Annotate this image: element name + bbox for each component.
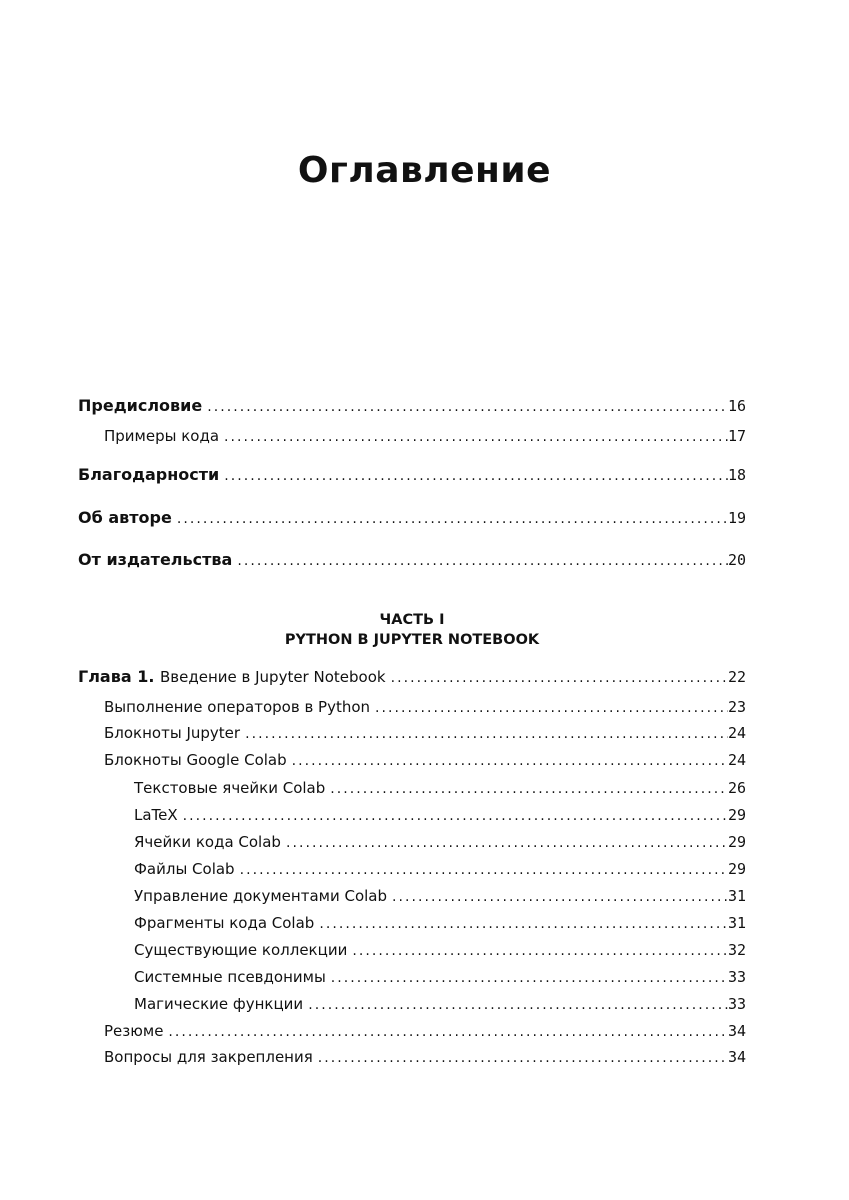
toc-entry-label: Фрагменты кода Colab <box>134 914 315 932</box>
toc-page-number: 24 <box>727 751 746 769</box>
toc-entry[interactable] <box>78 860 746 878</box>
toc-page-number: 31 <box>727 887 746 905</box>
toc-entry-label: Благодарности <box>78 465 220 484</box>
toc-entry-label: Файлы Colab <box>134 860 235 878</box>
toc-entry-publisher[interactable] <box>78 550 746 569</box>
dot-leader <box>178 808 728 824</box>
toc-entry-label: Существующие коллекции <box>134 941 348 959</box>
chapter-number: Глава 1. <box>78 667 155 686</box>
toc-page-number: 29 <box>727 806 746 824</box>
part-number: ЧАСТЬ I <box>379 612 445 628</box>
dot-leader <box>232 553 728 569</box>
toc-entry-label: Текстовые ячейки Colab <box>134 779 326 797</box>
toc-entry[interactable] <box>78 779 746 797</box>
dot-leader <box>326 970 728 986</box>
toc-page-number: 19 <box>727 509 746 527</box>
toc-entry-label: Вопросы для закрепления <box>104 1048 313 1066</box>
part-title: PYTHON В JUPYTER NOTEBOOK <box>284 632 540 648</box>
toc-entry[interactable] <box>78 1022 746 1040</box>
toc-page-number: 26 <box>727 779 746 797</box>
dot-leader <box>287 753 728 769</box>
toc-page-number: 32 <box>727 941 746 959</box>
dot-leader <box>386 670 728 686</box>
toc-entry[interactable] <box>78 724 746 742</box>
toc-entry-label: LaTeX <box>134 806 178 824</box>
page-title: Оглавление <box>297 150 552 191</box>
toc-entry-label: От издательства <box>78 550 233 569</box>
toc-page-number: 34 <box>727 1022 746 1040</box>
dot-leader <box>219 468 728 484</box>
dot-leader <box>219 429 728 445</box>
toc-entry[interactable] <box>78 995 746 1013</box>
toc-entry-label <box>78 667 386 686</box>
toc-entry[interactable] <box>78 806 746 824</box>
toc-page-number: 33 <box>727 968 746 986</box>
dot-leader <box>281 835 728 851</box>
toc-entry-label: Примеры кода <box>104 427 220 445</box>
dot-leader <box>387 889 728 905</box>
dot-leader <box>240 726 728 742</box>
toc-entry[interactable] <box>78 1048 746 1066</box>
dot-leader <box>172 511 728 527</box>
toc-entry-label: Системные псевдонимы <box>134 968 326 986</box>
toc-entry-preface[interactable] <box>78 396 746 415</box>
toc-entry[interactable] <box>78 914 746 932</box>
toc-entry-chapter-1[interactable] <box>78 667 746 686</box>
toc-page-number: 33 <box>727 995 746 1013</box>
toc-entry-about-author[interactable] <box>78 508 746 527</box>
toc-entry[interactable] <box>78 887 746 905</box>
toc-entry-label: Управление документами Colab <box>134 887 388 905</box>
toc-entry[interactable] <box>78 751 746 769</box>
toc-page-number: 29 <box>727 860 746 878</box>
toc-entry-acknowledgements[interactable] <box>78 465 746 484</box>
toc-entry-code-examples[interactable] <box>78 427 746 445</box>
toc-entry-label: Ячейки кода Colab <box>134 833 281 851</box>
toc-page-number: 23 <box>727 698 746 716</box>
dot-leader <box>202 399 728 415</box>
toc-entry-label: Блокноты Google Colab <box>104 751 287 769</box>
dot-leader <box>325 781 728 797</box>
toc-page-number: 31 <box>727 914 746 932</box>
toc-entry[interactable] <box>78 968 746 986</box>
toc-entry[interactable] <box>78 941 746 959</box>
toc-page-number: 24 <box>727 724 746 742</box>
part-heading <box>78 610 746 650</box>
toc-entry[interactable] <box>78 833 746 851</box>
dot-leader <box>303 997 728 1013</box>
dot-leader <box>163 1024 728 1040</box>
toc-entry-label: Предисловие <box>78 396 203 415</box>
toc-entry[interactable] <box>78 698 746 716</box>
toc-page-number: 18 <box>727 466 746 484</box>
toc-page-number: 20 <box>727 551 746 569</box>
toc-page-number: 16 <box>727 397 746 415</box>
dot-leader <box>347 943 728 959</box>
chapter-title: Введение в Jupyter Notebook <box>160 668 386 686</box>
toc-entry-label: Резюме <box>104 1022 164 1040</box>
toc-page-number: 22 <box>727 668 746 686</box>
toc-page-number: 34 <box>727 1048 746 1066</box>
toc-entry-label: Об авторе <box>78 508 172 527</box>
dot-leader <box>314 916 728 932</box>
dot-leader <box>235 862 728 878</box>
dot-leader <box>370 700 728 716</box>
toc-page-number: 17 <box>727 427 746 445</box>
toc-page-number: 29 <box>727 833 746 851</box>
toc-entry-label: Магические функции <box>134 995 304 1013</box>
toc-entry-label: Блокноты Jupyter <box>104 724 241 742</box>
dot-leader <box>313 1050 728 1066</box>
toc-entry-label: Выполнение операторов в Python <box>104 698 371 716</box>
